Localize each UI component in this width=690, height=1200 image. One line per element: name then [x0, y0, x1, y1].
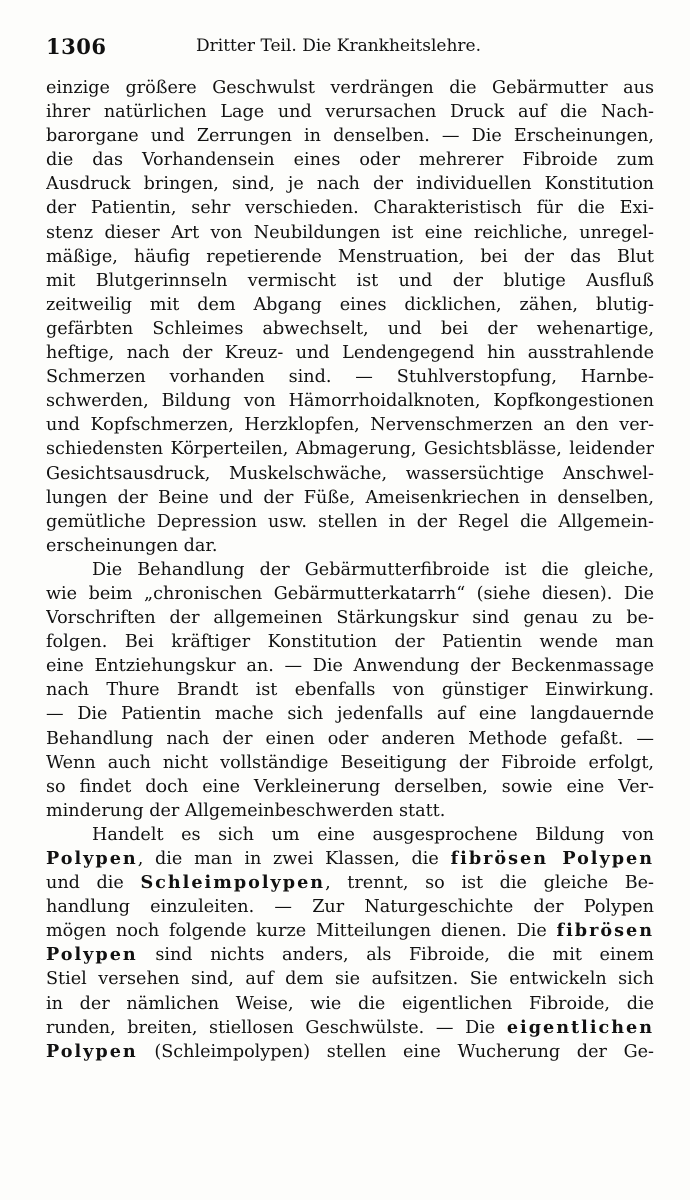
text-line: mit Blutgerinnseln vermischt ist und der blutige Ausfluß — [46, 270, 654, 291]
running-head: Dritter Teil. Die Krankheitslehre. — [196, 36, 481, 56]
text-line: mäßige, häufig repetierende Menstruation, bei der das Blut — [46, 246, 654, 267]
spaced-term: fibrösen Polypen — [450, 848, 654, 869]
text-run: , die man in zwei Klassen, die — [137, 849, 451, 869]
text-run: sind nichts anders, als Fibroide, die mit einem — [137, 945, 654, 966]
text-line: heftige, nach der Kreuz- und Lendengegend hin ausstrahlende — [46, 343, 654, 364]
text-line: zeitweilig mit dem Abgang eines dicklichen, zähen, blutig- — [46, 294, 654, 315]
text-line: Wenn auch nicht vollständige Beseitigung der Fibroide erfolgt, — [46, 752, 654, 773]
text-line: nach Thure Brandt ist ebenfalls von günstiger Einwirkung. — [46, 680, 654, 701]
spaced-term: Polypen — [46, 1040, 138, 1062]
text-line: eine Entziehungskur an. — Die Anwendung der Beckenmassage — [46, 656, 654, 677]
paragraph-2 — [46, 558, 654, 823]
text-line — [46, 919, 654, 943]
text-line: lungen der Beine und der Füße, Ameisenkriechen in denselben, — [46, 487, 654, 508]
text-line: — Die Patientin mache sich jedenfalls auf eine langdauernde — [46, 704, 654, 725]
text-line: ihrer natürlichen Lage und verursachen Druck auf die Nach- — [46, 102, 654, 123]
text-line: Behandlung nach der einen oder anderen Methode gefaßt. — — [46, 728, 654, 749]
text-line — [46, 1040, 654, 1064]
text-line: Vorschriften der allgemeinen Stärkungskur sind genau zu be- — [46, 608, 654, 629]
text-run: (Schleimpolypen) stellen eine Wucherung der Ge- — [137, 1041, 654, 1062]
paragraph-3 — [46, 823, 654, 1064]
text-line: erscheinungen dar. — [46, 535, 218, 556]
text-run: , trennt, so ist die gleiche Be- — [325, 873, 654, 894]
text-line: Schmerzen vorhanden sind. — Stuhlverstopfung, Harnbe- — [46, 367, 654, 388]
text-line: einzige größere Geschwulst verdrängen die Gebärmutter aus — [46, 78, 654, 98]
text-line: schwerden, Bildung von Hämorrhoidalknoten, Kopfkongestionen — [46, 391, 654, 412]
text-line: wie beim „chronischen Gebärmutterkatarrh“ (siehe diesen). Die — [46, 583, 654, 604]
text-line: barorgane und Zerrungen in denselben. — Die Erscheinungen, — [46, 126, 654, 147]
text-line: in der nämlichen Weise, wie die eigentlichen Fibroide, die — [46, 993, 654, 1014]
text-line: gefärbten Schleimes abwechselt, und bei der wehenartige, — [46, 318, 654, 339]
text-line: gemütliche Depression usw. stellen in der Regel die Allgemein- — [46, 511, 654, 532]
paragraph-1 — [46, 76, 654, 558]
text-line: Die Behandlung der Gebärmutterfibroide ist die gleiche, — [92, 559, 654, 580]
spaced-term: Schleimpolypen — [140, 872, 326, 894]
text-line: die das Vorhandensein eines oder mehrerer Fibroide zum — [46, 150, 654, 171]
text-line: schiedensten Körperteilen, Abmagerung, Gesichtsblässe, leidender — [46, 439, 654, 460]
text-line: folgen. Bei kräftiger Konstitution der Patientin wende man — [46, 632, 654, 653]
text-line: stenz dieser Art von Neubildungen ist eine reichliche, unregel- — [46, 222, 654, 243]
text-line: und Kopfschmerzen, Herzklopfen, Nervenschmerzen an den ver- — [46, 415, 654, 436]
spaced-term: Polypen — [46, 944, 138, 966]
text-line — [46, 871, 654, 895]
text-line: Handelt es sich um eine ausgesprochene Bildung von — [92, 824, 654, 845]
text-line — [46, 1016, 654, 1040]
text-line: handlung einzuleiten. — Zur Naturgeschichte der Polypen — [46, 897, 654, 918]
text-line: so findet doch eine Verkleinerung derselben, sowie eine Ver- — [46, 776, 654, 797]
text-line — [46, 943, 654, 967]
spaced-term: fibrösen — [556, 920, 654, 942]
body-text — [46, 76, 654, 1064]
page-header — [46, 34, 654, 66]
text-line: Gesichtsausdruck, Muskelschwäche, wassersüchtige Anschwel- — [46, 463, 654, 484]
text-line: minderung der Allgemeinbeschwerden statt. — [46, 800, 446, 821]
text-run: und die — [46, 873, 141, 894]
text-line: Ausdruck bringen, sind, je nach der individuellen Konstitution — [46, 174, 654, 195]
text-line — [46, 847, 654, 871]
text-run: runden, breiten, stiellosen Geschwülste. — Die — [46, 1017, 507, 1038]
text-line: Stiel versehen sind, auf dem sie aufsitzen. Sie entwickeln sich — [46, 969, 654, 990]
text-run: mögen noch folgende kurze Mitteilungen dienen. Die — [46, 921, 557, 942]
page-number: 1306 — [46, 34, 107, 59]
spaced-term: Polypen — [46, 848, 138, 869]
spaced-term: eigentlichen — [506, 1016, 654, 1038]
text-line: der Patientin, sehr verschieden. Charakteristisch für die Exi- — [46, 198, 654, 219]
